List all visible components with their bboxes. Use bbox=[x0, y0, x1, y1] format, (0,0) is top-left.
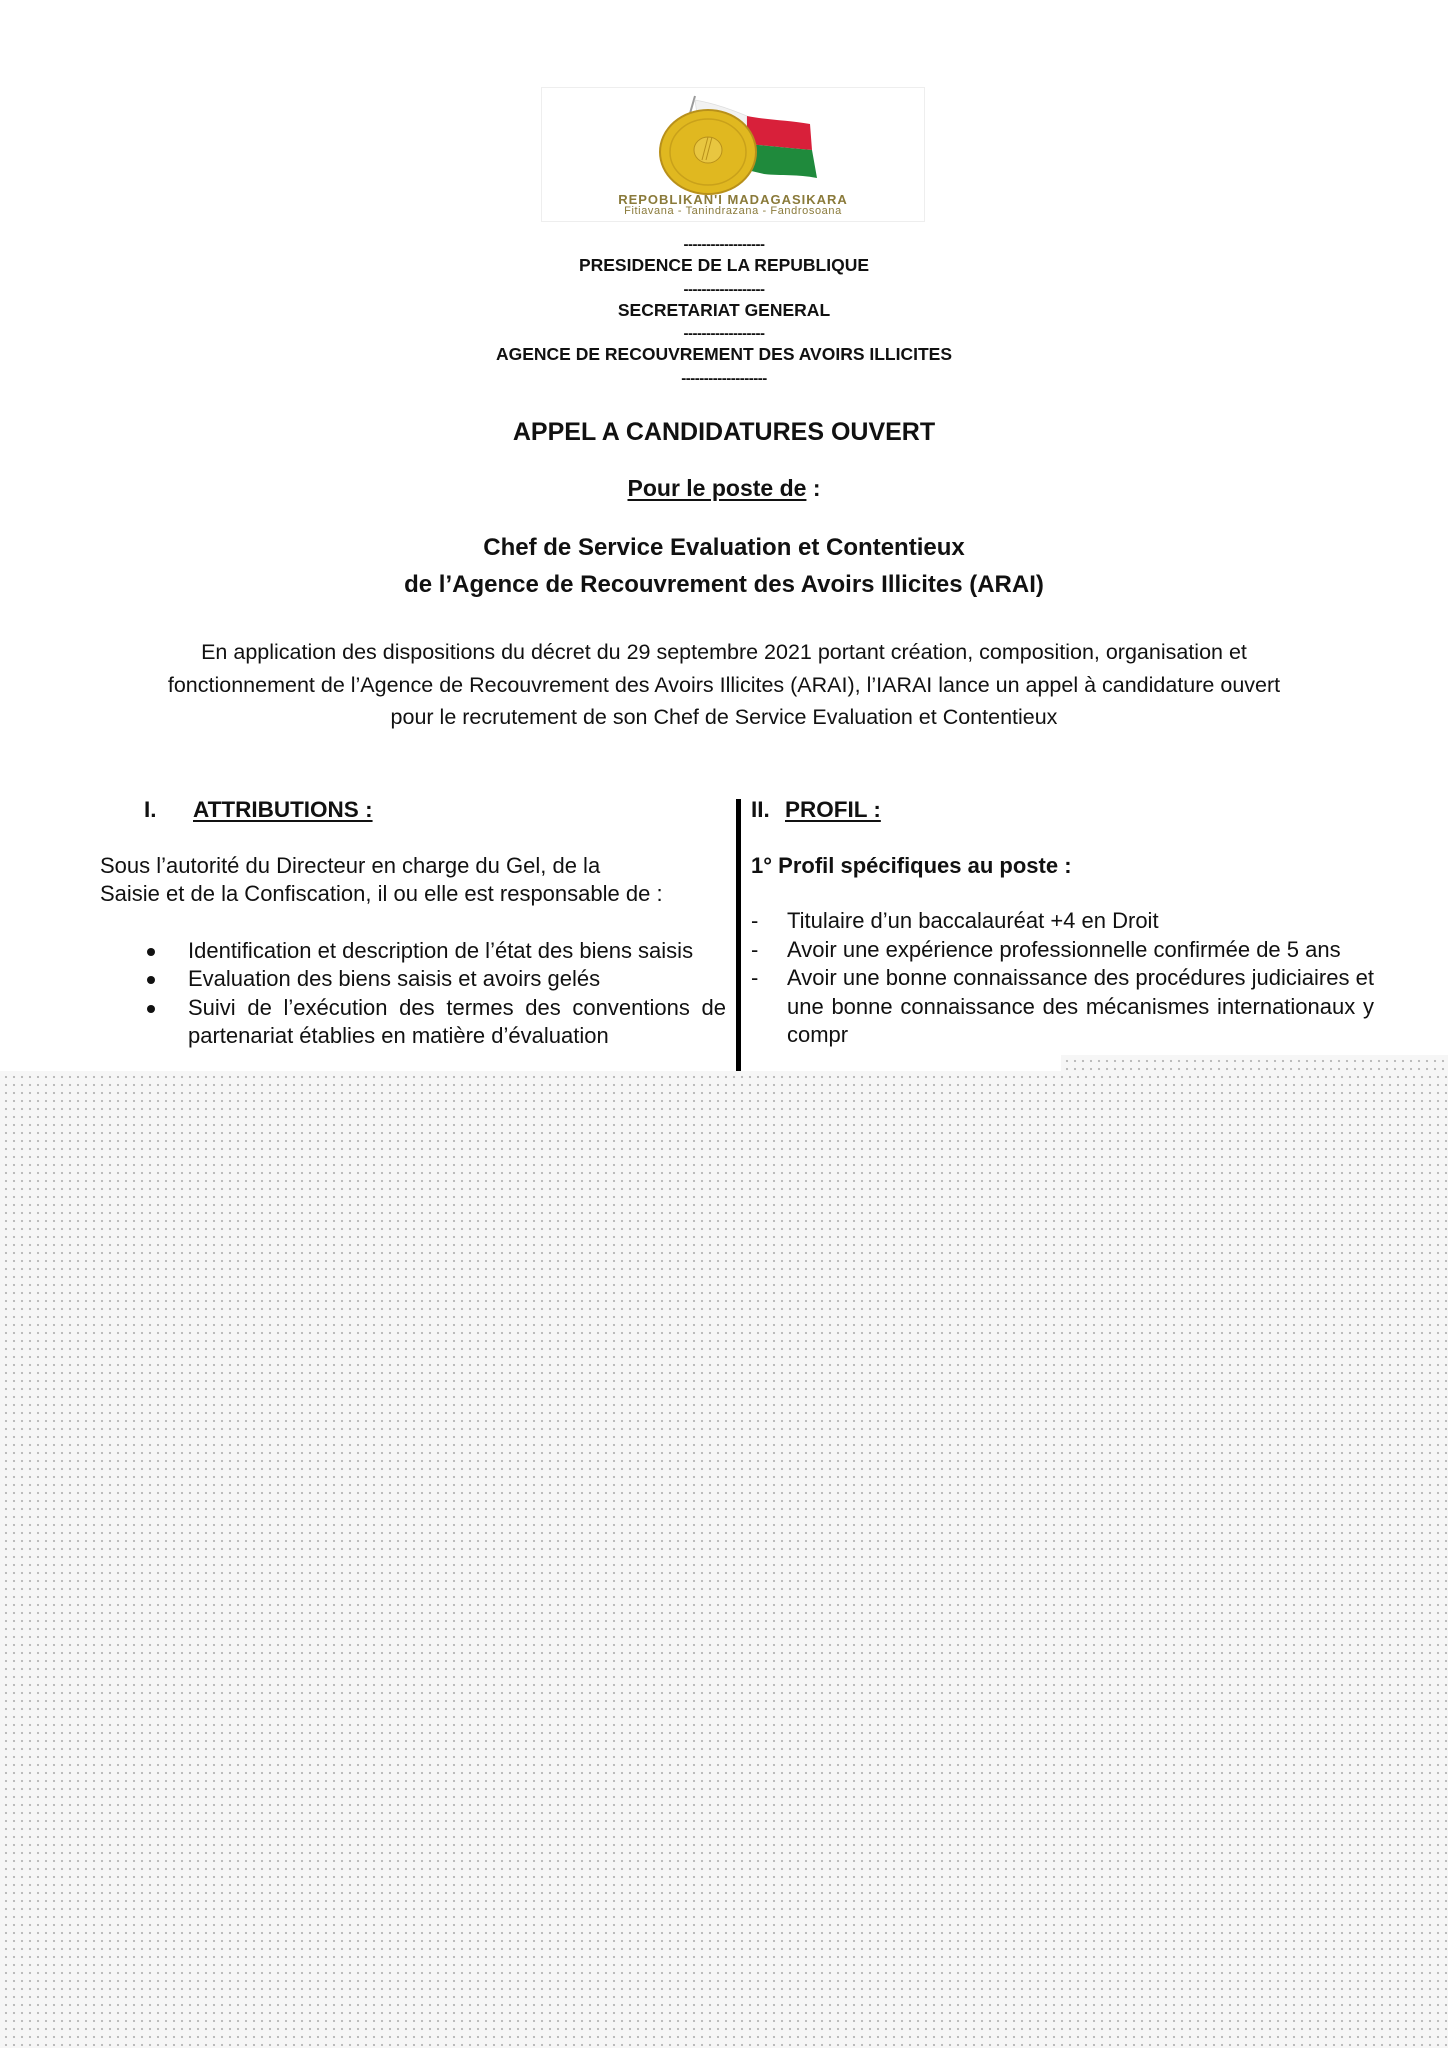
section-title: PROFIL : bbox=[785, 797, 881, 822]
header-separator: ------------------- bbox=[681, 370, 767, 387]
job-title-line: Chef de Service Evaluation et Contentieux bbox=[483, 534, 965, 561]
header-secretariat: SECRETARIAT GENERAL bbox=[617, 300, 831, 320]
profil-item: - Avoir une bonne connaissance des procédures judiciaires et une bonne connaissance des mécanismes internationaux y compr bbox=[751, 964, 1374, 1050]
header-agence: AGENCE DE RECOUVREMENT DES AVOIRS ILLICITES bbox=[495, 344, 953, 364]
section-title: ATTRIBUTIONS : bbox=[193, 797, 373, 822]
logo-country-name: REPOBLIKAN'I MADAGASIKARA bbox=[618, 192, 848, 207]
attribution-item: Suivi de l’exécution des termes des conventions de partenariat établies en matière d’évaluation bbox=[100, 994, 726, 1051]
intro-line: pour le recrutement de son Chef de Service Evaluation et Contentieux bbox=[390, 705, 1058, 729]
poste-label-colon: : bbox=[806, 475, 821, 501]
profil-item: - Titulaire d’un baccalauréat +4 en Droit bbox=[751, 907, 1374, 936]
column-divider bbox=[736, 799, 741, 1071]
section-attributions bbox=[100, 796, 726, 1051]
intro-line: En application des dispositions du décret du 29 septembre 2021 portant création, composition, organisation et bbox=[201, 640, 1247, 664]
intro-paragraph bbox=[0, 636, 1448, 734]
header-separator: ------------------ bbox=[683, 236, 765, 253]
attributions-lead-line: Saisie et de la Confiscation, il ou elle est responsable de : bbox=[100, 881, 663, 906]
attributions-lead bbox=[100, 852, 726, 909]
poste-label-text: Pour le poste de bbox=[627, 475, 807, 501]
attributions-lead-line: Sous l’autorité du Directeur en charge du Gel, de la bbox=[100, 852, 601, 878]
attributions-list bbox=[100, 937, 726, 1051]
job-title-line: de l’Agence de Recouvrement des Avoirs Illicites (ARAI) bbox=[404, 571, 1044, 598]
document-title: APPEL A CANDIDATURES OUVERT bbox=[512, 418, 936, 446]
header-presidence: PRESIDENCE DE LA REPUBLIQUE bbox=[578, 255, 870, 275]
profil-item: - Avoir une expérience professionnelle confirmée de 5 ans bbox=[751, 936, 1374, 965]
logo-motto: Fitiavana - Tanindrazana - Fandrosoana bbox=[624, 205, 842, 217]
content-placeholder-overlay bbox=[1061, 1055, 1448, 1071]
intro-line: fonctionnement de l’Agence de Recouvrement des Avoirs Illicites (ARAI), l’IARAI lance un appel à candidature ouvert bbox=[167, 672, 1281, 697]
profil-subheading: 1° Profil spécifiques au poste : bbox=[751, 852, 1072, 878]
section-number: I. bbox=[144, 797, 157, 822]
section-heading bbox=[100, 796, 726, 825]
section-number: II. bbox=[751, 797, 770, 822]
content-placeholder-overlay bbox=[0, 1071, 1448, 2048]
government-logo bbox=[541, 87, 925, 222]
attribution-item: Evaluation des biens saisis et avoirs gelés bbox=[100, 965, 726, 994]
section-heading bbox=[751, 796, 1374, 825]
poste-label bbox=[0, 475, 1448, 502]
profil-list bbox=[751, 907, 1374, 1050]
header-separator: ------------------ bbox=[683, 325, 765, 342]
section-profil bbox=[751, 796, 1374, 1050]
job-title bbox=[0, 529, 1448, 603]
header-separator: ------------------ bbox=[683, 281, 765, 298]
attribution-item: Identification et description de l’état des biens saisis bbox=[100, 937, 726, 966]
